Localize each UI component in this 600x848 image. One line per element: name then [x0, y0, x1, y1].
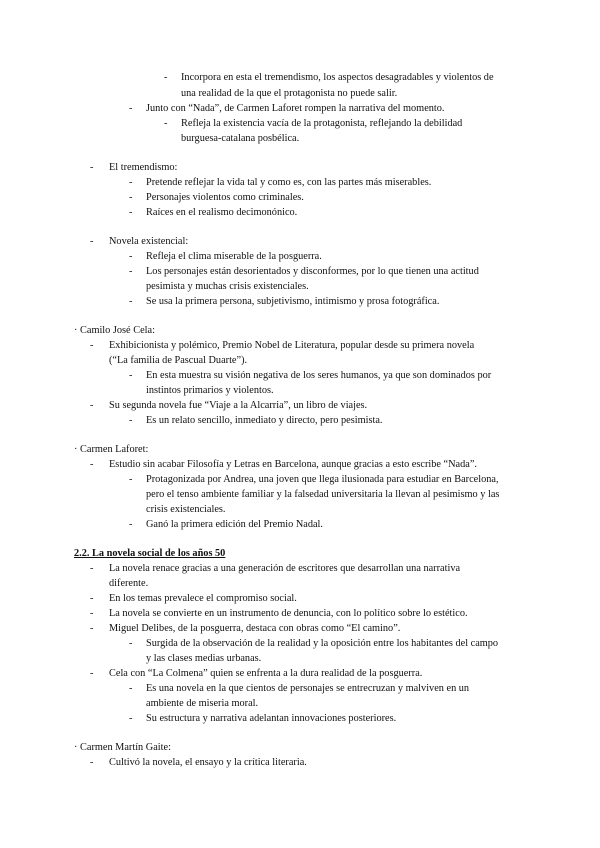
bullet-dash: -	[90, 563, 94, 574]
list-item-text: Refleja la existencia vacía de la protagonista, reflejando la debilidad	[181, 118, 463, 129]
bullet-dash: -	[129, 251, 133, 262]
bullet-dash: -	[129, 638, 133, 649]
list-item-text: Personajes violentos como criminales.	[146, 192, 304, 203]
author-heading-text: · Carmen Laforet:	[74, 444, 149, 455]
bullet-dash: -	[129, 296, 133, 307]
list-item-text: Cultivó la novela, el ensayo y la crítica literaria.	[109, 757, 307, 768]
bullet-dash: -	[90, 757, 94, 768]
author-heading-text: · Carmen Martín Gaite:	[74, 742, 171, 753]
list-item-text: ambiente de miseria moral.	[146, 698, 259, 709]
list-item-text: y las clases medias urbanas.	[146, 653, 262, 664]
list-item-text: Raíces en el realismo decimonónico.	[146, 207, 298, 218]
bullet-dash: -	[90, 668, 94, 679]
list-item-text: una realidad de la que el protagonista no puede salir.	[181, 88, 398, 99]
bullet-dash: -	[129, 207, 133, 218]
list-item-text: Cela con “La Colmena” quien se enfrenta a la dura realidad de la posguerra.	[109, 668, 423, 679]
bullet-dash: -	[90, 236, 94, 247]
bullet-dash: -	[90, 608, 94, 619]
bullet-dash: -	[164, 118, 168, 129]
bullet-dash: -	[164, 72, 168, 83]
bullet-dash: -	[129, 519, 133, 530]
list-item-text: Miguel Delibes, de la posguerra, destaca con obras como “El camino”.	[109, 623, 401, 634]
list-item-text: Los personajes están desorientados y disconformes, por lo que tienen una actitud	[146, 266, 479, 277]
bullet-dash: -	[90, 459, 94, 470]
bullet-dash: -	[90, 162, 94, 173]
bullet-dash: -	[129, 192, 133, 203]
bullet-dash: -	[129, 474, 133, 485]
list-item-text: Su estructura y narrativa adelantan innovaciones posteriores.	[146, 713, 397, 724]
list-item-text: Estudio sin acabar Filosofía y Letras en Barcelona, aunque gracias a esto escribe “Nada”.	[109, 459, 477, 470]
bullet-dash: -	[129, 103, 133, 114]
list-item-text: Protagonizada por Andrea, una joven que llega ilusionada para estudiar en Barcelona,	[146, 474, 499, 485]
list-item-text: (“La familia de Pascual Duarte”).	[109, 355, 248, 366]
bullet-dash: -	[129, 415, 133, 426]
list-item-text: Novela existencial:	[109, 236, 189, 247]
bullet-dash: -	[129, 177, 133, 188]
list-item-text: instintos primarios y violentos.	[146, 385, 274, 396]
author-heading-text: · Camilo José Cela:	[74, 325, 155, 336]
list-item-text: Es un relato sencillo, inmediato y directo, pero pesimista.	[146, 415, 383, 426]
bullet-dash: -	[129, 683, 133, 694]
list-item-text: pero el tenso ambiente familiar y la falsedad universitaria la llevan al pesimismo y las	[146, 489, 500, 500]
list-item-text: Se usa la primera persona, subjetivismo, intimismo y prosa fotográfica.	[146, 296, 440, 307]
list-item-text: El tremendismo:	[109, 162, 178, 173]
bullet-dash: -	[90, 593, 94, 604]
list-item-text: burguesa-catalana posbélica.	[181, 133, 300, 144]
bullet-dash: -	[129, 713, 133, 724]
list-item-text: La novela se convierte en un instrumento de denuncia, con lo político sobre lo estético.	[109, 608, 468, 619]
list-item-text: La novela renace gracias a una generación de escritores que desarrollan una narrativa	[109, 563, 461, 574]
list-item-text: Es una novela en la que cientos de personajes se entrecruzan y malviven en un	[146, 683, 470, 694]
bullet-dash: -	[90, 400, 94, 411]
bullet-dash: -	[129, 370, 133, 381]
list-item-text: Su segunda novela fue “Viaje a la Alcarria”, un libro de viajes.	[109, 400, 368, 411]
list-item-text: Pretende reflejar la vida tal y como es, con las partes más miserables.	[146, 177, 432, 188]
section-heading-text: 2.2. La novela social de los años 50	[74, 548, 226, 559]
list-item-text: pesimista y muchas crisis existenciales.	[146, 281, 309, 292]
list-item-text: En los temas prevalece el compromiso social.	[109, 593, 297, 604]
list-item-text: Refleja el clima miserable de la posguerra.	[146, 251, 322, 262]
bullet-dash: -	[90, 623, 94, 634]
bullet-dash: -	[90, 340, 94, 351]
list-item-text: Surgida de la observación de la realidad y la oposición entre los habitantes del campo	[146, 638, 499, 649]
list-item-text: crisis existenciales.	[146, 504, 226, 515]
list-item-text: Junto con “Nada”, de Carmen Laforet rompen la narrativa del momento.	[146, 103, 445, 114]
list-item-text: En esta muestra su visión negativa de los seres humanos, ya que son dominados por	[146, 370, 492, 381]
bullet-dash: -	[129, 266, 133, 277]
list-item-text: Exhibicionista y polémico, Premio Nobel de Literatura, popular desde su primera novela	[109, 340, 475, 351]
list-item-text: diferente.	[109, 578, 149, 589]
list-item-text: Incorpora en esta el tremendismo, los aspectos desagradables y violentos de	[181, 72, 494, 83]
list-item-text: Ganó la primera edición del Premio Nadal.	[146, 519, 323, 530]
